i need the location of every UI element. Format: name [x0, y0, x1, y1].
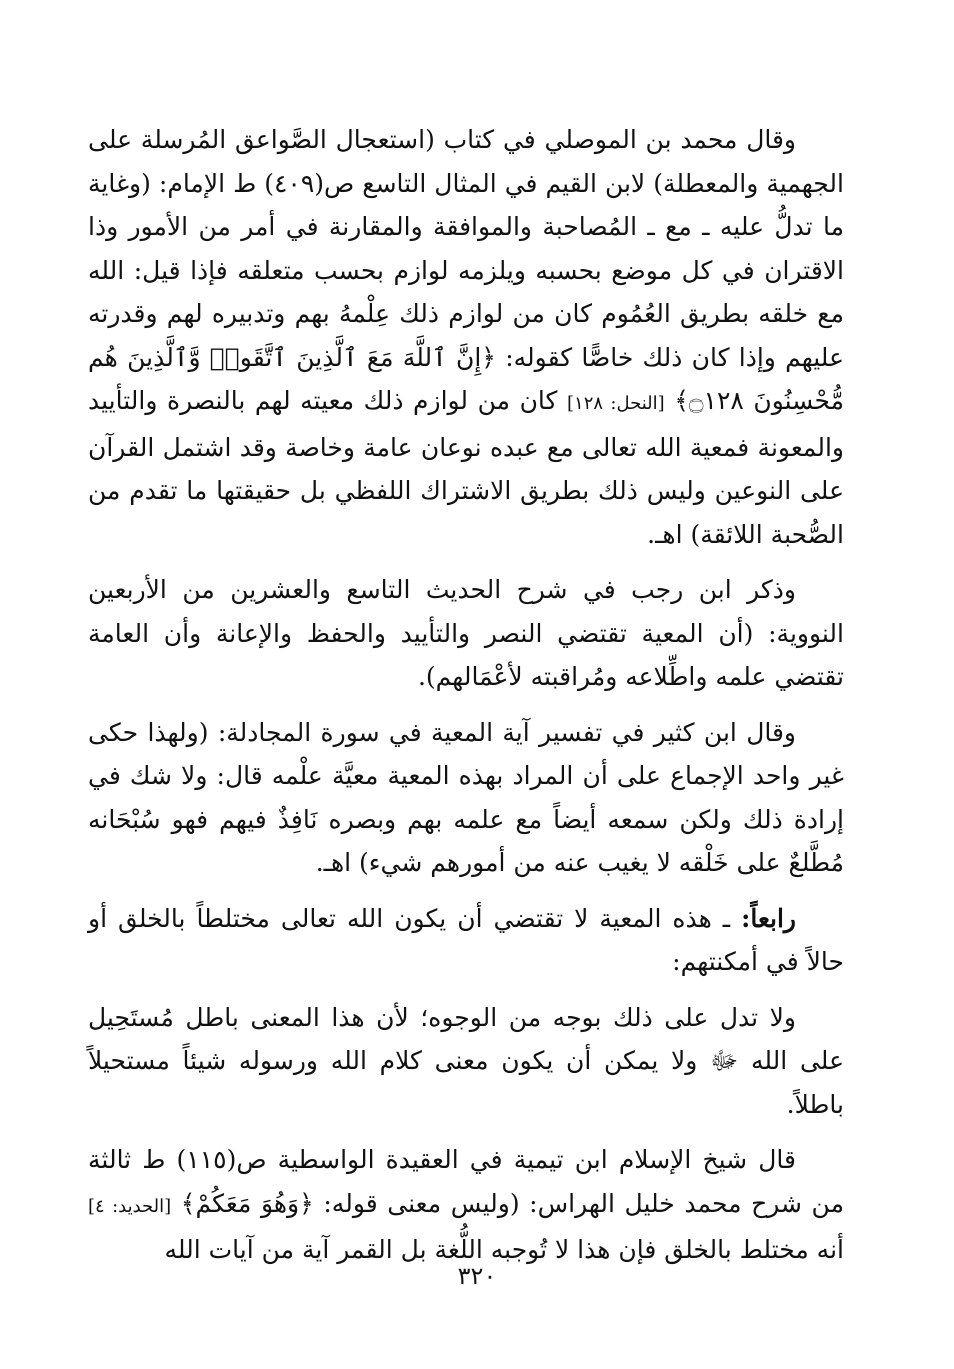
mosuli-quote-text: وقال محمد بن الموصلي في كتاب (استعجال الصَّواعق المُرسلة على الجهمية والمعطلة) لابن القيم في المثال التاسع ص(٤٠٩) ط الإمام: (وغاية ما تدلُّ عليه ـ مع ـ المُصاحبة والموافقة والمقارنة في أمر من الأمور وذا الاقتران في كل موضع بحسبه ويلزمه لوازم بحسب متعلقه فإذا قيل: الله مع خلقه بطريق العُمُوم كان من لوازم ذلك عِلْمهُ بهم وتدبيره لهم وقدرته عليهم وإذا كان ذلك خاصًّا كقوله: ﴿إِنَّ ٱللَّهَ مَعَ ٱلَّذِينَ ٱتَّقَوا۟ وَّٱلَّذِينَ هُم مُّحْسِنُونَ ۝١٢٨﴾: [88, 125, 845, 415]
ibn-taymiyya-text: قال شيخ الإسلام ابن تيمية في العقيدة الواسطية ص(١١٥) ط ثالثة من شرح محمد خليل الهراس: (وليس معنى قوله: ﴿وَهُوَ مَعَكُمْ﴾: [88, 1145, 844, 1218]
paragraph-ibn-rajab: وذكر ابن رجب في شرح الحديث التاسع والعشرين من الأربعين النووية: (أن المعية تقتضي النصر والتأييد والحفظ والإعانة وأن العامة تقتضي علمه واطِّلاعه ومُراقبته لأعْمَالهم).: [88, 575, 844, 691]
verse-reference-hadid: [الحديد: ٤]: [88, 1195, 172, 1217]
verse-reference-nahl: [النحل: ١٢٨]: [567, 393, 665, 414]
paragraph-impossibility: ولا تدل على ذلك بوجه من الوجوه؛ لأن هذا المعنى باطل مُستَحِيل على الله ﷻ ولا يمكن أن يكون معنى كلام الله ورسوله شيئاً مستحيلاً باطلاً.: [88, 1002, 844, 1119]
paragraph-ibn-taymiyya: [88, 1138, 844, 1272]
mosuli-quote-tail: كان من لوازم ذلك معيته لهم بالنصرة والتأييد والمعونة فمعية الله تعالى مع عبده نوعان عامة وخاصة وقد اشتمل القرآن على النوعين وليس ذلك بطريق الاشتراك اللفظي بل حقيقتها ما تقدم من الصُّحبة اللائقة) اهـ.: [88, 386, 844, 549]
page-number: ٣٢٠: [457, 1262, 497, 1290]
fourth-point-heading: رابعاً:: [741, 903, 796, 933]
paragraph-mosuli-quote: [88, 118, 844, 556]
paragraph-ibn-kathir: وقال ابن كثير في تفسير آية المعية في سورة المجادلة: (ولهذا حكى غير واحد الإجماع على أن المراد بهذه المعية معيَّة علْمه قال: ولا شك في إرادة ذلك ولكن سمعه أيضاً مع علمه بهم وبصره نَافِذٌ فيهم فهو سُبْحَانه مُطَّلعٌ على خَلْقه لا يغيب عنه من أمورهم شيء) اهـ.: [88, 717, 844, 877]
fourth-point-text: ـ هذه المعية لا تقتضي أن يكون الله تعالى مختلطاً بالخلق أو حالاً في أمكنتهم:: [88, 903, 844, 976]
paragraph-fourth-point: [88, 897, 844, 984]
ibn-taymiyya-tail: أنه مختلط بالخلق فإن هذا لا تُوجبه اللُّغة بل القمر آية من آيات الله: [164, 1235, 844, 1264]
